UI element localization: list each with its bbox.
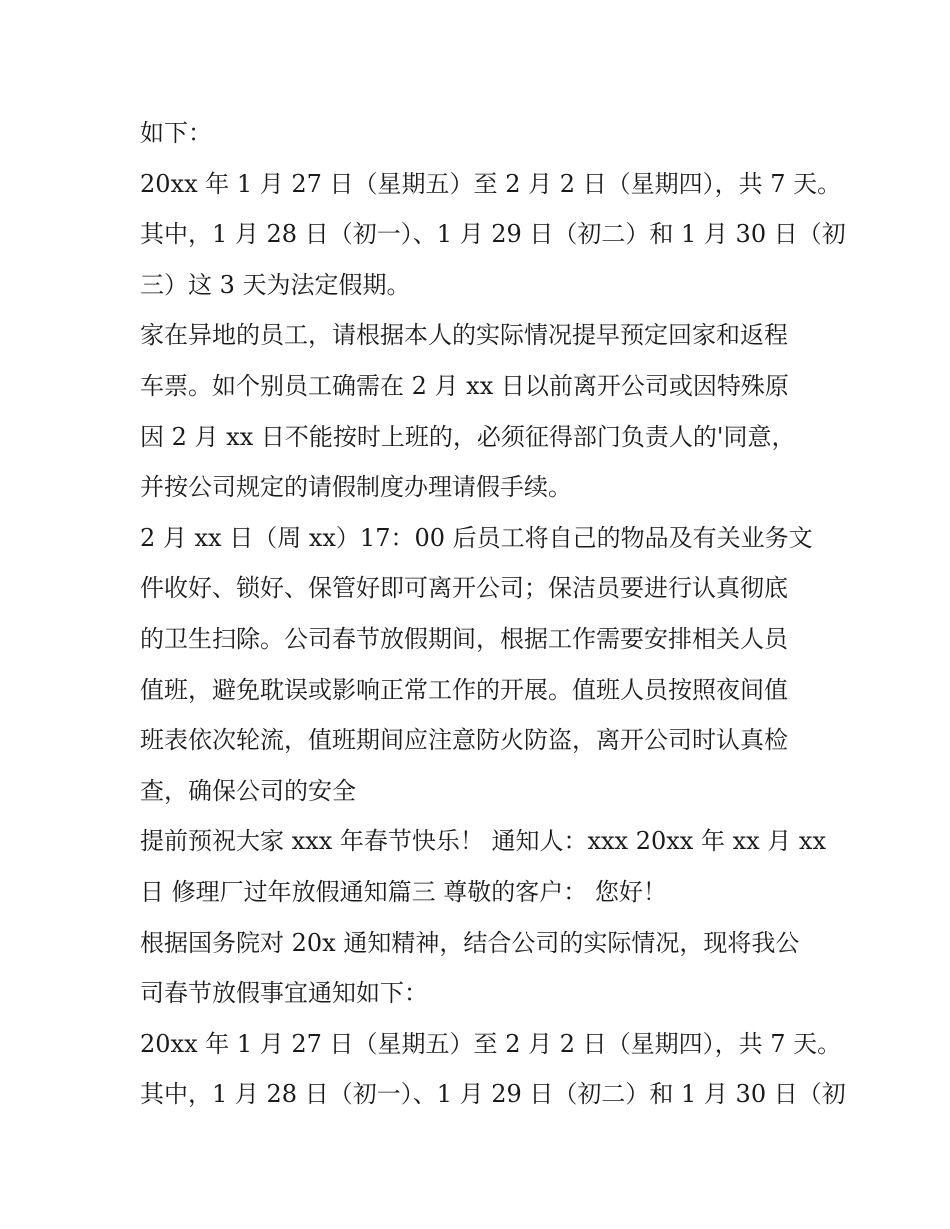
notice-body-text — [140, 108, 846, 1120]
text-line: 并按公司规定的请假制度办理请假手续。 — [140, 473, 572, 502]
text-line: 家在异地的员工，请根据本人的实际情况提早预定回家和返程 — [140, 321, 788, 350]
text-line: 车票。如个别员工确需在 2 月 xx 日以前离开公司或因特殊原 — [140, 371, 789, 400]
text-line: 查，确保公司的安全 — [140, 776, 356, 805]
text-line: 20xx 年 1 月 27 日（星期五）至 2 月 2 日（星期四），共 7 天。 — [140, 1029, 842, 1058]
text-line: 司春节放假事宜通知如下： — [140, 979, 428, 1008]
text-line: 20xx 年 1 月 27 日（星期五）至 2 月 2 日（星期四），共 7 天。 — [140, 169, 842, 198]
text-line: 如下： — [140, 119, 212, 147]
text-line: 其中，1 月 28 日（初一）、1 月 29 日（初二）和 1 月 30 日（初 — [140, 220, 846, 249]
text-line: 根据国务院对 20x 通知精神，结合公司的实际情况，现将我公 — [140, 928, 800, 957]
text-line: 的卫生扫除。公司春节放假期间，根据工作需要安排相关人员 — [140, 624, 788, 653]
text-line: 其中，1 月 28 日（初一）、1 月 29 日（初二）和 1 月 30 日（初 — [140, 1080, 846, 1109]
text-line: 提前预祝大家 xxx 年春节快乐！ 通知人：xxx 20xx 年 xx 月 xx — [140, 827, 826, 856]
text-line: 三）这 3 天为法定假期。 — [140, 270, 411, 299]
text-line: 班表依次轮流，值班期间应注意防火防盗，离开公司时认真检 — [140, 726, 788, 755]
text-line: 日 修理厂过年放假通知篇三 尊敬的客户： 您好！ — [140, 877, 667, 906]
text-line: 2 月 xx 日（周 xx）17：00 后员工将自己的物品及有关业务文 — [140, 523, 813, 552]
text-line: 件收好、锁好、保管好即可离开公司；保洁员要进行认真彻底 — [140, 574, 788, 603]
text-line: 值班，避免耽误或影响正常工作的开展。值班人员按照夜间值 — [140, 675, 788, 704]
text-line: 因 2 月 xx 日不能按时上班的，必须征得部门负责人的'同意， — [140, 422, 796, 451]
